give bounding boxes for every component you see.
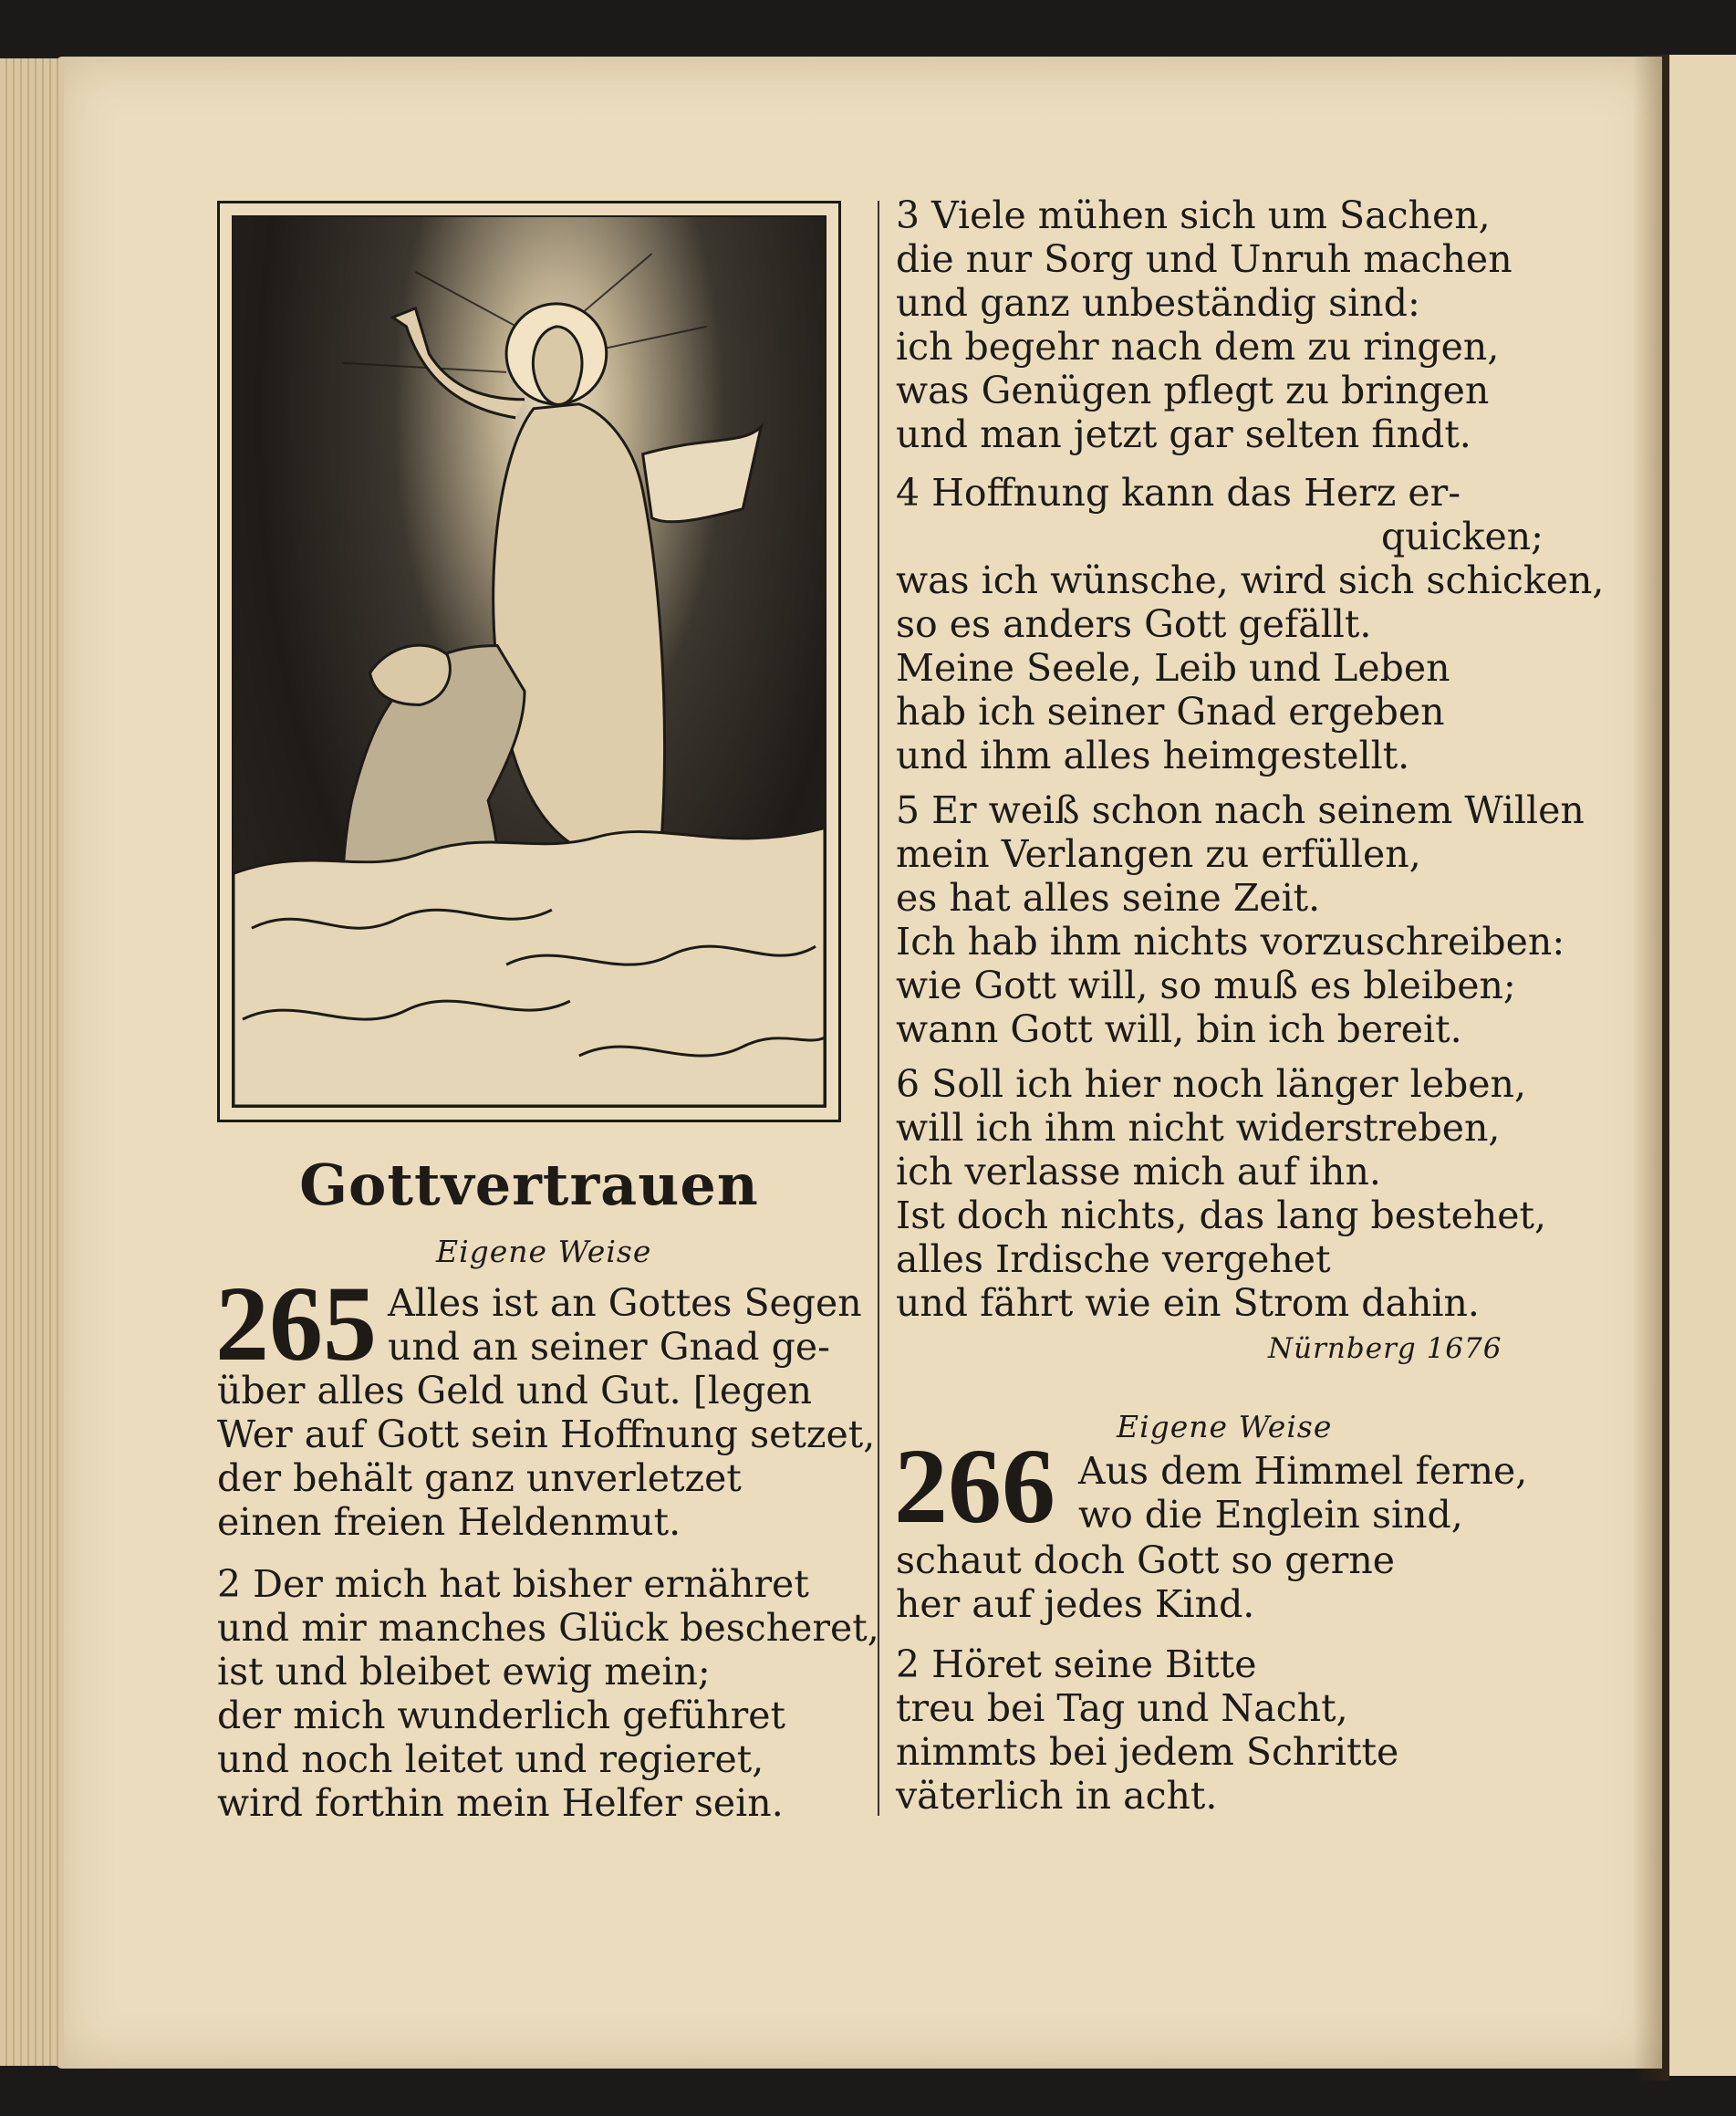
hymn-265-verse-1-body (217, 1369, 875, 1544)
hymn-265-verse-3 (896, 193, 1513, 456)
verse-line: über alles Geld und Gut. [legen (217, 1369, 813, 1412)
verse-line: Ich hab ihm nichts vorzuschreiben: (896, 920, 1565, 964)
hymn-265-verse-4 (896, 471, 1605, 777)
hymn-265-attribution: Nürnberg 1676 (1268, 1332, 1502, 1365)
tune-label-266: Eigene Weise (1117, 1409, 1333, 1444)
verse-line: 2 Der mich hat bisher ernähret (217, 1562, 809, 1606)
verse-line: Wer auf Gott sein Hoffnung setzet, (217, 1412, 876, 1456)
verse-line: väterlich in acht. (896, 1774, 1218, 1818)
verse-line: Meine Seele, Leib und Leben (896, 646, 1450, 690)
hymn-266-verse-1-body (896, 1538, 1395, 1626)
verse-line: her auf jedes Kind. (896, 1582, 1255, 1626)
verse-line: ich begehr nach dem zu ringen, (896, 325, 1500, 369)
hymn-265-verse-2 (217, 1562, 879, 1825)
verse-line: wann Gott will, bin ich bereit. (896, 1007, 1462, 1051)
verse-line: 3 Viele mühen sich um Sachen, (896, 193, 1491, 237)
verse-line: der mich wunderlich geführet (217, 1694, 786, 1737)
hymn-265-verse-1-head (388, 1281, 862, 1369)
verse-line: was Genügen pflegt zu bringen (896, 369, 1490, 412)
verse-line: und noch leitet und regieret, (217, 1737, 764, 1781)
hymn-266-verse-2 (896, 1642, 1398, 1818)
verse-line: wird forthin mein Helfer sein. (217, 1781, 784, 1825)
verse-line: es hat alles seine Zeit. (896, 876, 1321, 920)
verse-line: 5 Er weiß schon nach seinem Willen (896, 788, 1585, 832)
gutter-shadow (1633, 55, 1669, 2080)
illustration-frame (232, 215, 826, 1108)
verse-line: Aus dem Himmel ferne, (1078, 1449, 1528, 1493)
verse-line: 4 Hoffnung kann das Herz er- (896, 471, 1461, 515)
verse-line: und ihm alles heimgestellt. (896, 734, 1410, 777)
verse-line: Alles ist an Gottes Segen (388, 1281, 862, 1325)
verse-line: ich verlasse mich auf ihn. (896, 1150, 1381, 1194)
verse-line: die nur Sorg und Unruh machen (896, 237, 1513, 281)
verse-line: will ich ihm nicht widerstreben, (896, 1106, 1501, 1150)
christ-head (533, 327, 582, 405)
peter-head (370, 645, 451, 704)
verse-line: und ganz unbeständig sind: (896, 281, 1420, 325)
verse-line: und fährt wie ein Strom dahin. (896, 1281, 1480, 1325)
verse-line: wie Gott will, so muß es bleiben; (896, 964, 1516, 1007)
verse-line: Ist doch nichts, das lang bestehet, (896, 1194, 1547, 1237)
verse-line: schaut doch Gott so gerne (896, 1538, 1396, 1582)
waves (234, 828, 825, 1106)
hymn-title: Gottvertrauen (299, 1152, 759, 1218)
verse-line: was ich wünsche, wird sich schicken, (896, 558, 1605, 602)
hymn-illustration (217, 201, 841, 1122)
christ-robe (494, 404, 665, 855)
hymn-number-265: 265 (215, 1264, 377, 1383)
hymn-265-verse-6 (896, 1062, 1546, 1325)
verse-line: und man jetzt gar selten findt. (896, 412, 1471, 456)
verse-line: einen freien Heldenmut. (217, 1500, 681, 1544)
verse-line: 2 Höret seine Bitte (896, 1642, 1257, 1686)
verse-line: mein Verlangen zu erfüllen, (896, 832, 1421, 876)
verse-line: nimmts bei jedem Schritte (896, 1730, 1399, 1774)
hymn-266-verse-1-head (1078, 1449, 1527, 1537)
verse-line: der behält ganz unverletzet (217, 1456, 742, 1500)
verse-line: quicken; (1380, 515, 1544, 558)
robe-cloth (643, 427, 762, 522)
facing-page-edge (1669, 55, 1736, 2076)
page-edges (0, 58, 64, 2066)
verse-line: hab ich seiner Gnad ergeben (896, 690, 1445, 734)
verse-line: und an seiner Gnad ge- (388, 1325, 830, 1369)
verse-line: alles Irdische vergehet (896, 1237, 1331, 1281)
verse-line: so es anders Gott gefällt. (896, 602, 1372, 646)
illustration-drawing (234, 217, 825, 1106)
verse-line: treu bei Tag und Nacht, (896, 1686, 1348, 1730)
tune-label-265: Eigene Weise (436, 1234, 652, 1269)
verse-line: 6 Soll ich hier noch länger leben, (896, 1062, 1526, 1106)
verse-line: ist und bleibet ewig mein; (217, 1650, 711, 1694)
raised-arm (392, 308, 525, 418)
verse-line: wo die Englein sind, (1078, 1493, 1463, 1537)
verse-line: und mir manches Glück bescheret, (217, 1606, 879, 1650)
hymn-number-266: 266 (894, 1426, 1055, 1546)
hymn-265-verse-5 (896, 788, 1585, 1051)
